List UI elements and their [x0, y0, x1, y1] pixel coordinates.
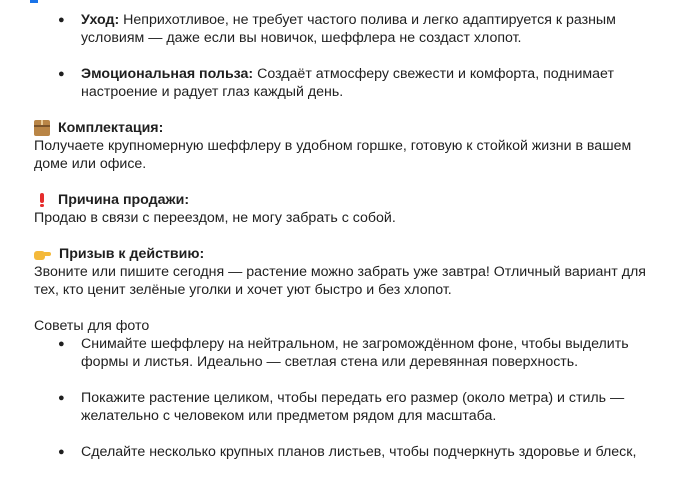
section-reason — [34, 191, 664, 227]
bullet-icon: ● — [58, 392, 65, 404]
document-body — [34, 11, 664, 479]
bullet-icon: ● — [58, 68, 65, 80]
section-body: Звоните или пишите сегодня — растение можно забрать уже завтра! Отличный вариант для тех, кто ценит зелёные уголки и хочет уют быстро и без хлопот. — [34, 264, 646, 298]
tip-text: Сделайте несколько крупных планов листьев, чтобы подчеркнуть здоровье и блеск, — [81, 444, 637, 460]
list-item — [34, 335, 664, 371]
bullet-icon: ● — [58, 14, 65, 26]
cursor-marker — [30, 0, 38, 3]
section-title: Комплектация: — [58, 120, 164, 136]
section-heading — [34, 191, 664, 209]
section-body: Продаю в связи с переездом, не могу забрать с собой. — [34, 210, 396, 226]
bullet-label: Уход: — [81, 12, 120, 28]
bullet-text: Неприхотливое, не требует частого полива и легко адаптируется к разным условиям — даже если вы новичок, шеффлера не создаст хлопот. — [81, 12, 616, 46]
bullet-icon: ● — [58, 338, 65, 350]
section-package — [34, 119, 664, 173]
list-item — [34, 389, 664, 425]
section-title: Причина продажи: — [58, 192, 190, 208]
exclamation-icon — [34, 192, 50, 208]
list-item — [34, 443, 664, 461]
pointing-hand-icon — [34, 246, 51, 262]
tip-text: Снимайте шеффлеру на нейтральном, не загромождённом фоне, чтобы выделить формы и листья. Идеально — светлая стена или деревянная поверхность. — [81, 336, 629, 370]
section-heading — [34, 245, 664, 263]
package-icon — [34, 120, 50, 136]
section-heading — [34, 119, 664, 137]
photo-tips-list — [34, 335, 664, 461]
intro-bullet-list — [34, 11, 664, 101]
list-item — [34, 11, 664, 47]
section-cta — [34, 245, 664, 299]
photo-tips-title: Советы для фото — [34, 318, 150, 334]
section-body: Получаете крупномерную шеффлеру в удобном горшке, готовую к стойкой жизни в вашем доме или офисе. — [34, 138, 632, 172]
bullet-icon: ● — [58, 446, 65, 458]
bullet-text: Создаёт атмосферу свежести и комфорта, поднимает настроение и радует глаз каждый день. — [81, 66, 614, 100]
tip-text: Покажите растение целиком, чтобы передать его размер (около метра) и стиль — желательно с человеком или предметом рядом для масштаба. — [81, 390, 625, 424]
bullet-label: Эмоциональная польза: — [81, 66, 254, 82]
list-item — [34, 65, 664, 101]
section-title: Призыв к действию: — [59, 246, 205, 262]
